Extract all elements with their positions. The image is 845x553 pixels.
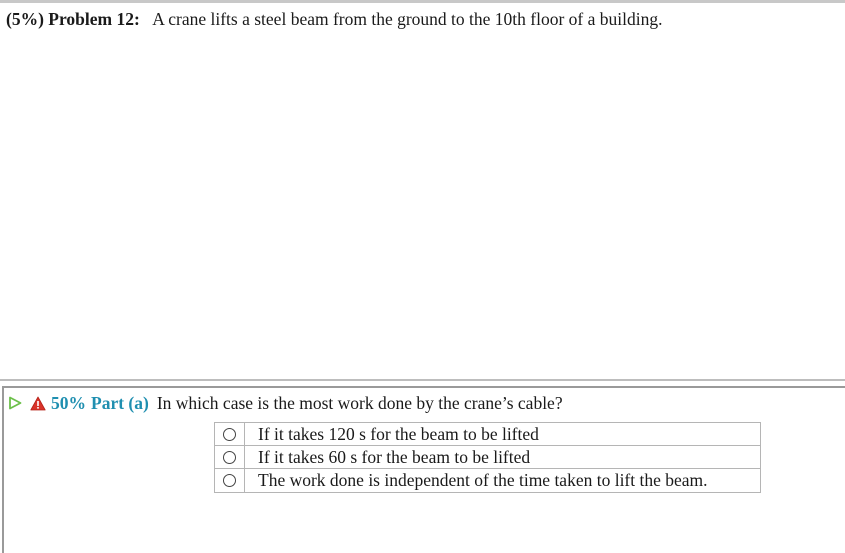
radio-cell[interactable] [215, 446, 245, 468]
radio-cell[interactable] [215, 423, 245, 445]
part-label: Part (a) [91, 392, 149, 413]
problem-weight: (5%) [6, 9, 44, 29]
part-percent: 50% [51, 392, 86, 413]
problem-text: A crane lifts a steel beam from the ground to the 10th floor of a building. [152, 9, 663, 29]
option-label[interactable]: If it takes 120 s for the beam to be lifted [258, 423, 539, 444]
top-divider [0, 0, 845, 3]
radio-button[interactable] [223, 474, 236, 487]
warning-icon [30, 396, 46, 411]
option-label[interactable]: If it takes 60 s for the beam to be lifted [258, 446, 531, 467]
option-label[interactable]: The work done is independent of the time taken to lift the beam. [258, 470, 708, 490]
option-row[interactable] [215, 446, 760, 469]
radio-cell[interactable] [215, 469, 245, 492]
option-row[interactable] [215, 423, 760, 446]
part-question: In which case is the most work done by the crane’s cable? [156, 392, 563, 413]
radio-button[interactable] [223, 428, 236, 441]
problem-number: Problem 12: [48, 9, 140, 29]
option-row[interactable] [215, 469, 760, 492]
section-divider [0, 379, 845, 381]
play-icon[interactable] [8, 396, 22, 410]
problem-statement [6, 9, 663, 30]
answer-options [214, 422, 761, 493]
part-a-header [8, 393, 563, 413]
radio-button[interactable] [223, 451, 236, 464]
